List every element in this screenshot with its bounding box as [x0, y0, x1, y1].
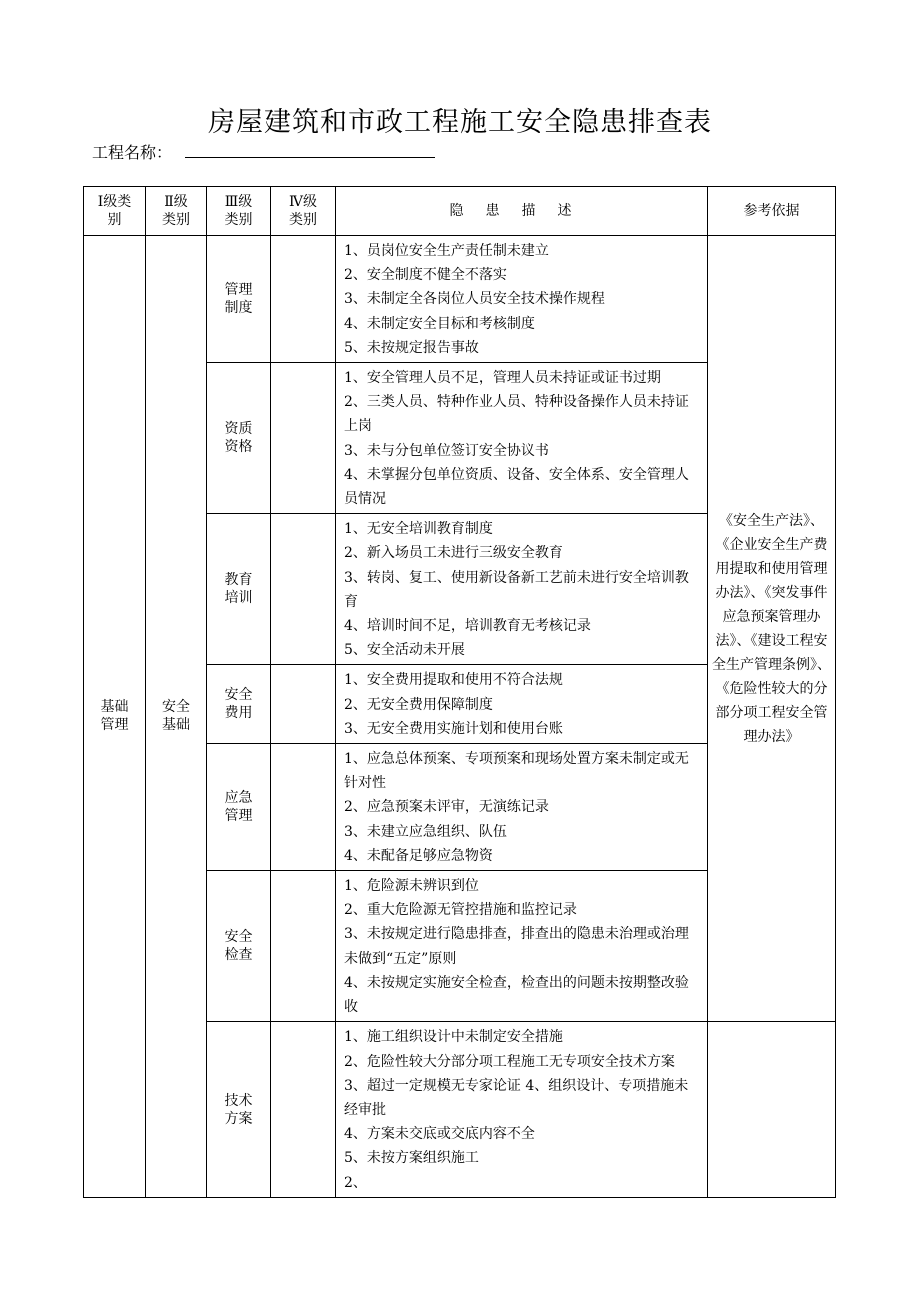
hazard-item: 3、转岗、复工、使用新设备新工艺前未进行安全培训教育 — [344, 569, 689, 610]
hazard-item: 2、危险性较大分部分项工程施工无专项安全技术方案 — [344, 1053, 675, 1070]
table-row — [84, 236, 836, 363]
hazard-checklist-table — [83, 186, 836, 1198]
header-basis: 参考依据 — [708, 187, 836, 236]
hazard-description — [336, 1022, 708, 1197]
hazard-description — [336, 665, 708, 744]
header-level3: Ⅲ级类别 — [207, 187, 271, 236]
hazard-description — [336, 514, 708, 665]
table-header-row — [84, 187, 836, 236]
level4-category[interactable] — [271, 871, 336, 1022]
hazard-item: 5、未按规定报告事故 — [344, 339, 479, 356]
hazard-description — [336, 236, 708, 363]
level3-category: 管理制度 — [207, 236, 271, 363]
hazard-item: 2、应急预案未评审，无演练记录 — [344, 799, 549, 816]
hazard-item: 4、培训时间不足，培训教育无考核记录 — [344, 618, 591, 635]
hazard-item: 1、员岗位安全生产责任制未建立 — [344, 243, 549, 259]
page-title: 房屋建筑和市政工程施工安全隐患排查表 — [208, 107, 712, 138]
hazard-item: 3、超过一定规模无专家论证 4、组织设计、专项措施未经审批 — [344, 1077, 689, 1118]
hazard-item: 4、未制定安全目标和考核制度 — [344, 315, 535, 332]
header-description: 隐患描述 — [336, 187, 708, 236]
hazard-item: 1、应急总体预案、专项预案和现场处置方案未制定或无针对性 — [344, 751, 689, 792]
level4-category[interactable] — [271, 236, 336, 363]
project-name-field[interactable] — [185, 157, 435, 158]
hazard-item: 4、方案未交底或交底内容不全 — [344, 1126, 535, 1143]
hazard-item: 5、安全活动未开展 — [344, 642, 465, 659]
hazard-description — [336, 871, 708, 1022]
hazard-description — [336, 744, 708, 871]
level4-category[interactable] — [271, 665, 336, 744]
level3-category: 应急管理 — [207, 744, 271, 871]
header-level2: Ⅱ级类别 — [146, 187, 207, 236]
level3-category: 资质资格 — [207, 363, 271, 514]
header-level4: Ⅳ级类别 — [271, 187, 336, 236]
hazard-item: 2、无安全费用保障制度 — [344, 696, 493, 713]
project-name-label: 工程名称： — [92, 143, 173, 162]
hazard-item: 1、施工组织设计中未制定安全措施 — [344, 1029, 563, 1046]
hazard-item: 2、重大危险源无管控措施和监控记录 — [344, 902, 577, 919]
level3-category: 教育培训 — [207, 514, 271, 665]
hazard-item: 1、安全费用提取和使用不符合法规 — [344, 672, 563, 689]
hazard-item: 4、未配备足够应急物资 — [344, 847, 493, 864]
hazard-item: 3、未按规定进行隐患排查，排查出的隐患未治理或治理未做到“五定”原则 — [344, 926, 689, 967]
level2-category: 安全基础 — [146, 236, 207, 1198]
hazard-description — [336, 363, 708, 514]
level1-category: 基础管理 — [84, 236, 146, 1198]
hazard-item: 1、安全管理人员不足，管理人员未持证或证书过期 — [344, 370, 661, 387]
hazard-item: 1、无安全培训教育制度 — [344, 521, 493, 538]
hazard-item: 2、 — [344, 1174, 367, 1191]
hazard-item: 3、未与分包单位签订安全协议书 — [344, 442, 549, 459]
reference-basis-empty — [708, 1022, 836, 1197]
hazard-item: 4、未按规定实施安全检查，检查出的问题未按期整改验收 — [344, 974, 689, 1016]
level3-category: 技术方案 — [207, 1022, 271, 1197]
level4-category[interactable] — [271, 514, 336, 665]
level3-category: 安全检查 — [207, 871, 271, 1022]
hazard-item: 1、危险源未辨识到位 — [344, 878, 479, 895]
level3-category: 安全费用 — [207, 665, 271, 744]
hazard-item: 3、未建立应急组织、队伍 — [344, 823, 507, 840]
level4-category[interactable] — [271, 363, 336, 514]
hazard-item: 2、安全制度不健全不落实 — [344, 267, 507, 284]
level4-category[interactable] — [271, 1022, 336, 1197]
hazard-item: 5、未按方案组织施工 — [344, 1150, 479, 1167]
hazard-item: 3、未制定全各岗位人员安全技术操作规程 — [344, 291, 605, 308]
hazard-item: 4、未掌握分包单位资质、设备、安全体系、安全管理人员情况 — [344, 466, 689, 508]
hazard-item: 2、新入场员工未进行三级安全教育 — [344, 545, 563, 562]
hazard-item: 2、三类人员、特种作业人员、特种设备操作人员未持证上岗 — [344, 394, 689, 435]
header-level1: Ⅰ级类别 — [84, 187, 146, 236]
hazard-item: 3、无安全费用实施计划和使用台账 — [344, 720, 563, 737]
level4-category[interactable] — [271, 744, 336, 871]
reference-basis: 《安全生产法》、《企业安全生产费用提取和使用管理办法》、《突发事件应急预案管理办法》、《建设工程安全生产管理条例》、《危险性较大的分部分项工程安全管理办法》 — [708, 236, 836, 1022]
